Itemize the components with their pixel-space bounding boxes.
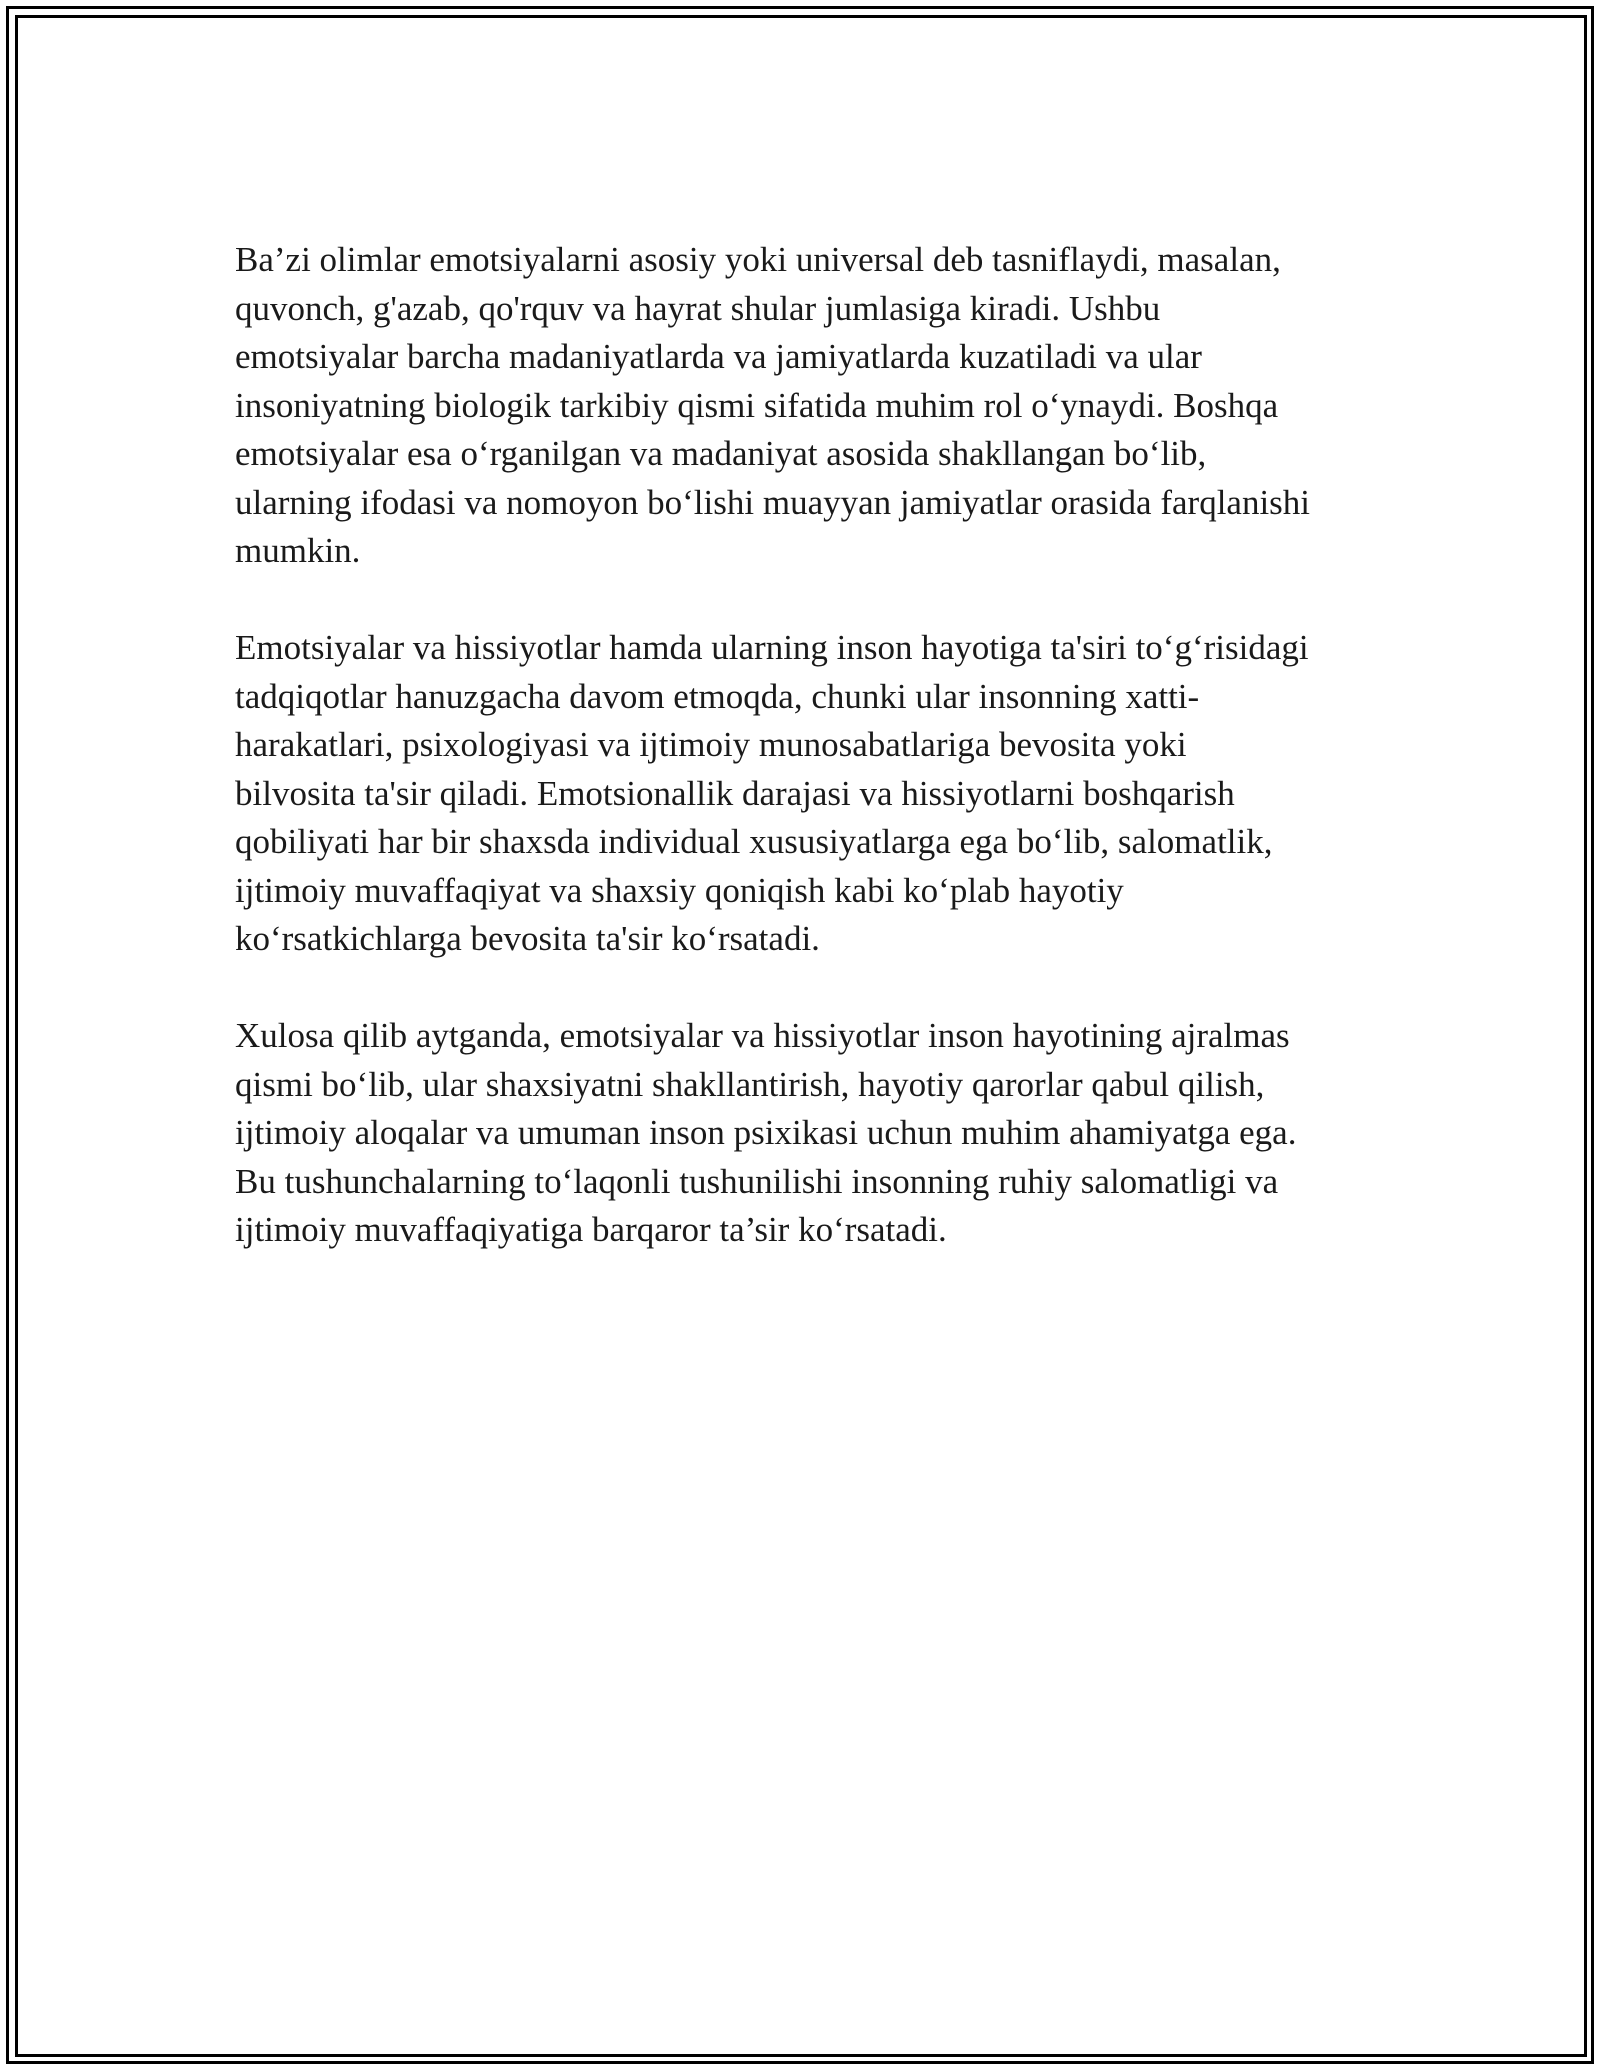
paragraph-2: Emotsiyalar va hissiyotlar hamda ularning inson hayotiga ta'siri to‘g‘risidagi tadqiqotlar hanuzgacha davom etmoqda, chunki ular insonning xatti- harakatlari, psixologiyasi va ijtimoiy munosabatlariga bevosita yoki bilvosita ta'sir qiladi. Emotsionallik darajasi va hissiyotlarni boshqarish qobiliyati har bir shaxsda individual xususiyatlarga ega bo‘lib, salomatlik, ijtimoiy muvaffaqiyat va shaxsiy qoniqish kabi ko‘plab hayotiy ko‘rsatkichlarga bevosita ta'sir ko‘rsatadi.	[235, 628, 1309, 958]
paragraph-3: Xulosa qilib aytganda, emotsiyalar va hissiyotlar inson hayotining ajralmas qismi bo‘lib, ular shaxsiyatni shakllantirish, hayotiy qarorlar qabul qilish, ijtimoiy aloqalar va umuman inson psixikasi uchun muhim ahamiyatga ega. Bu tushunchalarning to‘laqonli tushunilishi insonning ruhiy salomatligi va ijtimoiy muvaffaqiyatiga barqaror ta’sir ko‘rsatadi.	[235, 1016, 1297, 1249]
document-body	[235, 236, 1375, 1303]
paragraph-1: Ba’zi olimlar emotsiyalarni asosiy yoki universal deb tasniflaydi, masalan, quvonch, g'azab, qo'rquv va hayrat shular jumlasiga kiradi. Ushbu emotsiyalar barcha madaniyatlarda va jamiyatlarda kuzatiladi va ular insoniyatning biologik tarkibiy qismi sifatida muhim rol o‘ynaydi. Boshqa emotsiyalar esa o‘rganilgan va madaniyat asosida shakllangan bo‘lib, ularning ifodasi va nomoyon bo‘lishi muayyan jamiyatlar orasida farqlanishi mumkin.	[235, 240, 1311, 570]
